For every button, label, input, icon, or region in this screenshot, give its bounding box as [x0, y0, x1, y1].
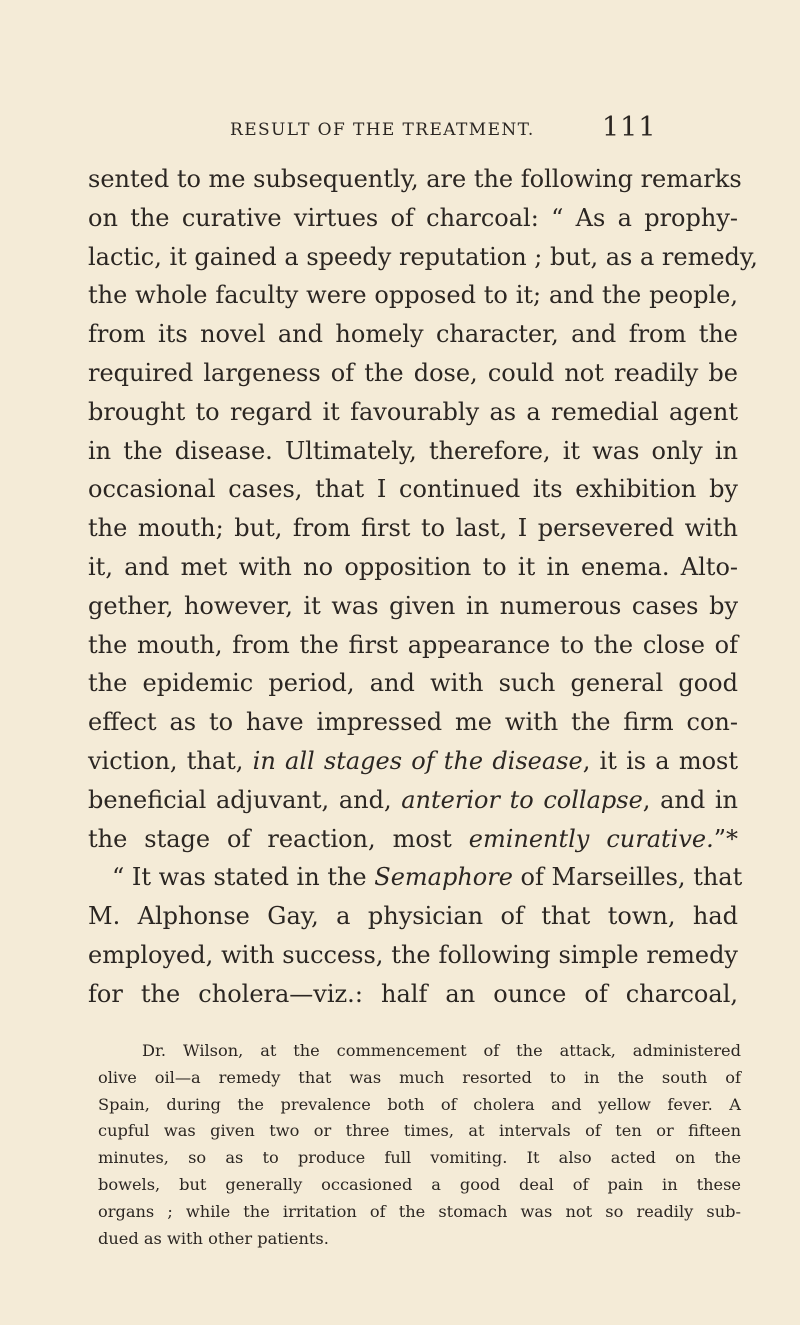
body-line — [88, 781, 738, 820]
footnote-line: cupful was given two or three times, at intervals of ten or fifteen — [98, 1121, 741, 1141]
body-text — [88, 160, 758, 1014]
footnote-line: Spain, during the prevalence both of cholera and yellow fever. A — [98, 1094, 741, 1114]
body-text-run: beneficial adjuvant, and, — [88, 785, 402, 814]
footnote-line: bowels, but generally occasioned a good deal of pain in these — [98, 1174, 741, 1194]
body-line: M. Alphonse Gay, a physician of that town, had — [88, 902, 738, 931]
body-line: employed, with success, the following simple remedy — [88, 940, 738, 969]
body-line: the mouth; but, from first to last, I persevered with — [88, 514, 738, 543]
body-text-run: “ It was stated in the — [112, 863, 375, 892]
body-line: lactic, it gained a speedy reputation ; but, as a remedy, — [88, 242, 758, 271]
italic-phrase: anterior to collapse — [401, 785, 643, 814]
footnote — [98, 1038, 741, 1252]
page-number: 111 — [602, 112, 657, 143]
body-line: gether, however, it was given in numerous cases by — [88, 591, 738, 620]
body-line: required largeness of the dose, could not readily be — [88, 358, 738, 387]
body-line: for the cholera—viz.: half an ounce of charcoal, — [88, 979, 738, 1008]
italic-phrase: eminently curative. — [468, 824, 714, 853]
body-line: occasional cases, that I continued its exhibition by — [88, 475, 738, 504]
footnote-line: olive oil—a remedy that was much resorted to in the south of — [98, 1067, 741, 1087]
footnote-line: minutes, so as to produce full vomiting. It also acted on the — [98, 1148, 741, 1168]
body-text-run: , it is a most — [582, 746, 738, 775]
body-line: from its novel and homely character, and from the — [88, 320, 738, 349]
body-line — [88, 742, 738, 781]
body-line: the epidemic period, and with such general good — [88, 669, 738, 698]
footnote-marker: ”* — [713, 824, 738, 853]
body-line: it, and met with no opposition to it in enema. Alto- — [88, 552, 738, 581]
body-line: the mouth, from the first appearance to the close of — [88, 630, 738, 659]
running-head: RESULT OF THE TREATMENT. — [230, 120, 535, 140]
footnote-line: Dr. Wilson, at the commencement of the attack, administered — [142, 1041, 741, 1060]
footnote-line: dued as with other patients. — [98, 1228, 329, 1248]
body-text-run: , and in — [642, 785, 738, 814]
body-line: in the disease. Ultimately, therefore, it was only in — [88, 436, 738, 465]
body-line: the whole faculty were opposed to it; and the people, — [88, 281, 738, 310]
body-line — [88, 820, 738, 859]
body-text-run: viction, that, — [88, 746, 253, 775]
body-text-run: of Marseilles, that — [512, 863, 743, 892]
body-line: effect as to have impressed me with the firm con- — [88, 708, 738, 737]
footnote-line: organs ; while the irritation of the stomach was not so readily sub- — [98, 1201, 741, 1221]
body-text-run: the stage of reaction, most — [88, 824, 469, 853]
italic-phrase: Semaphore — [374, 863, 513, 892]
italic-phrase: in all stages of the disease — [252, 746, 583, 775]
body-line: brought to regard it favourably as a remedial agent — [88, 397, 738, 426]
body-line: on the curative virtues of charcoal: “ As a prophy- — [88, 203, 738, 232]
page-header — [120, 106, 740, 146]
body-line — [88, 858, 743, 897]
body-line: sented to me subsequently, are the following remarks — [88, 165, 742, 193]
